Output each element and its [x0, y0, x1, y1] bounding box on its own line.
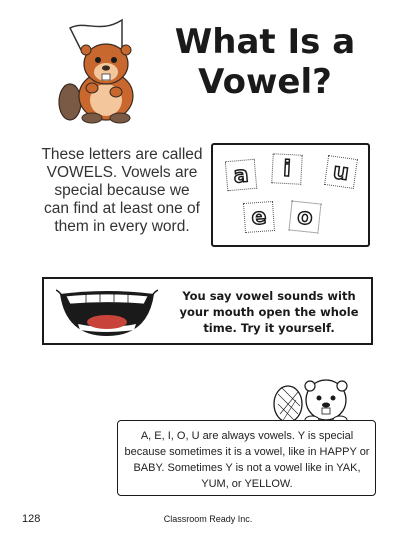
title-line-2: Vowel? — [198, 62, 332, 102]
page-title — [150, 22, 380, 102]
letter-tile-a: a — [225, 159, 258, 192]
smiling-mouth-icon — [56, 284, 158, 340]
letter-tile-u: u — [324, 155, 358, 189]
title-line-1: What Is a — [174, 22, 356, 62]
beaver-with-flag-icon — [56, 14, 152, 126]
letter-tile-o: o — [289, 201, 322, 234]
mouth-instruction-text: You say vowel sounds with your mouth open the whole time. Try it yourself. — [179, 289, 359, 335]
letter-tile-i: i — [271, 153, 303, 185]
peeking-beaver-icon — [272, 370, 362, 424]
letter-tile-e: e — [243, 201, 275, 233]
intro-text: These letters are called VOWELS. Vowels are special because we can find at least one of them in every word. — [41, 146, 203, 235]
footer-publisher: Classroom Ready Inc. — [163, 514, 253, 524]
y-rule-text: A, E, I, O, U are always vowels. Y is special because sometimes it is a vowel, like in HAPPY or BABY. Sometimes Y is not a vowel like in YAK, YUM, or YELLOW. — [124, 430, 370, 490]
page-number: 128 — [22, 513, 41, 525]
